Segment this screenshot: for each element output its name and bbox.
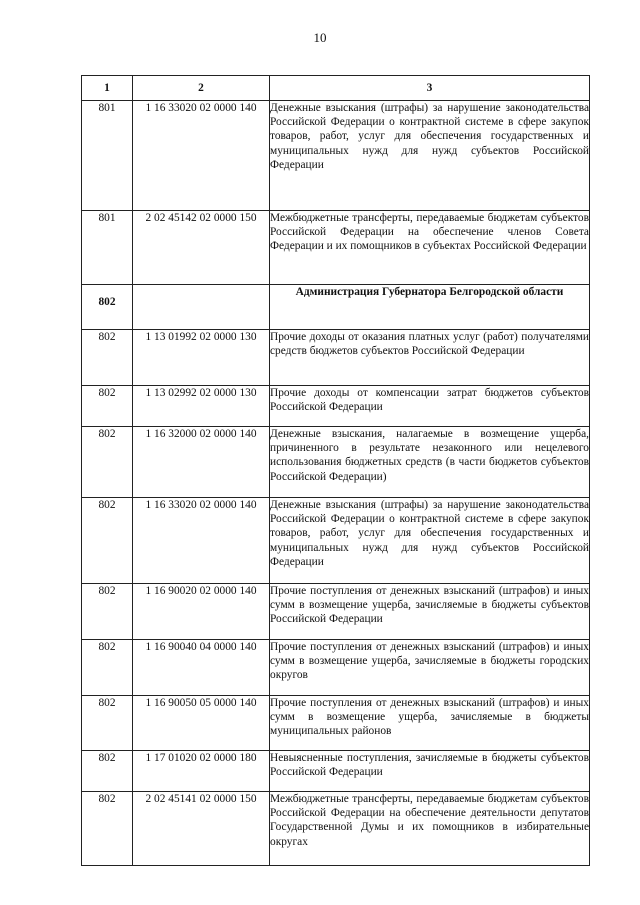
admin-code-cell: 802 <box>82 584 133 640</box>
table-row <box>82 498 590 584</box>
table-row <box>82 751 590 792</box>
admin-code-cell: 802 <box>82 386 133 427</box>
table-row <box>82 640 590 696</box>
admin-code-cell: 802 <box>82 498 133 584</box>
description-cell: Прочие доходы от компенсации затрат бюджетов субъектов Российской Федерации <box>270 386 590 427</box>
table-row <box>82 792 590 866</box>
description-cell: Прочие доходы от оказания платных услуг (работ) получателями средств бюджетов субъектов Российской Федерации <box>270 330 590 386</box>
kbk-code-cell: 1 16 90040 04 0000 140 <box>133 640 270 696</box>
admin-code-cell: 802 <box>82 751 133 792</box>
description-cell: Прочие поступления от денежных взысканий (штрафов) и иных сумм в возмещение ущерба, зачисляемые в бюджеты субъектов Российской Федерации <box>270 584 590 640</box>
kbk-code-cell: 1 16 90020 02 0000 140 <box>133 584 270 640</box>
description-cell: Денежные взыскания, налагаемые в возмещение ущерба, причиненного в результате незаконного или нецелевого использования бюджетных средств (в части бюджетов субъектов Российской Федерации) <box>270 427 590 498</box>
kbk-code-cell: 1 16 32000 02 0000 140 <box>133 427 270 498</box>
page-number: 10 <box>313 30 327 45</box>
admin-code-cell: 802 <box>82 792 133 866</box>
table-row <box>82 211 590 285</box>
table-row <box>82 696 590 751</box>
kbk-code-cell: 1 13 01992 02 0000 130 <box>133 330 270 386</box>
table-row <box>82 584 590 640</box>
table-row <box>82 101 590 211</box>
table-row-organization <box>82 285 590 330</box>
description-cell: Денежные взыскания (штрафы) за нарушение законодательства Российской Федерации о контрактной системе в сфере закупок товаров, работ, услуг для обеспечения государственных и муниципальных нужд для нужд субъектов Российской Федерации <box>270 498 590 584</box>
admin-code-cell: 802 <box>82 427 133 498</box>
description-cell: Прочие поступления от денежных взысканий (штрафов) и иных сумм в возмещение ущерба, зачисляемые в бюджеты муниципальных районов <box>270 696 590 751</box>
description-cell: Прочие поступления от денежных взысканий (штрафов) и иных сумм в возмещение ущерба, зачисляемые в бюджеты городских округов <box>270 640 590 696</box>
table-row <box>82 330 590 386</box>
description-cell: Денежные взыскания (штрафы) за нарушение законодательства Российской Федерации о контрактной системе в сфере закупок товаров, работ, услуг для обеспечения государственных и муниципальных нужд для нужд субъектов Российской Федерации <box>270 101 590 211</box>
description-cell: Межбюджетные трансферты, передаваемые бюджетам субъектов Российской Федерации на обеспечение деятельности депутатов Государственной Думы и их помощников в избирательные округах <box>270 792 590 866</box>
admin-code-cell: 801 <box>82 211 133 285</box>
admin-code-cell: 802 <box>82 696 133 751</box>
column-header-kbk: 2 <box>133 76 270 101</box>
kbk-code-cell: 1 16 33020 02 0000 140 <box>133 498 270 584</box>
admin-code-cell: 802 <box>82 330 133 386</box>
kbk-code-cell: 2 02 45142 02 0000 150 <box>133 211 270 285</box>
table-row <box>82 386 590 427</box>
kbk-code-cell: 2 02 45141 02 0000 150 <box>133 792 270 866</box>
description-cell: Межбюджетные трансферты, передаваемые бюджетам субъектов Российской Федерации на обеспечение членов Совета Федерации и их помощников в субъектах Российской Федерации <box>270 211 590 285</box>
table-body <box>82 101 590 866</box>
kbk-code-cell: 1 16 90050 05 0000 140 <box>133 696 270 751</box>
table-row <box>82 427 590 498</box>
column-header-description: 3 <box>270 76 590 101</box>
kbk-code-cell: 1 13 02992 02 0000 130 <box>133 386 270 427</box>
admin-code-cell: 802 <box>82 640 133 696</box>
column-header-admin-code: 1 <box>82 76 133 101</box>
admin-code-cell: 801 <box>82 101 133 211</box>
admin-code-cell: 802 <box>82 285 133 330</box>
kbk-code-cell: 1 17 01020 02 0000 180 <box>133 751 270 792</box>
description-cell: Невыясненные поступления, зачисляемые в бюджеты субъектов Российской Федерации <box>270 751 590 792</box>
kbk-code-cell <box>133 285 270 330</box>
table-header-row <box>82 76 590 101</box>
revenue-codes-table <box>81 75 590 866</box>
kbk-code-cell: 1 16 33020 02 0000 140 <box>133 101 270 211</box>
organization-name-cell: Администрация Губернатора Белгородской области <box>270 285 590 330</box>
